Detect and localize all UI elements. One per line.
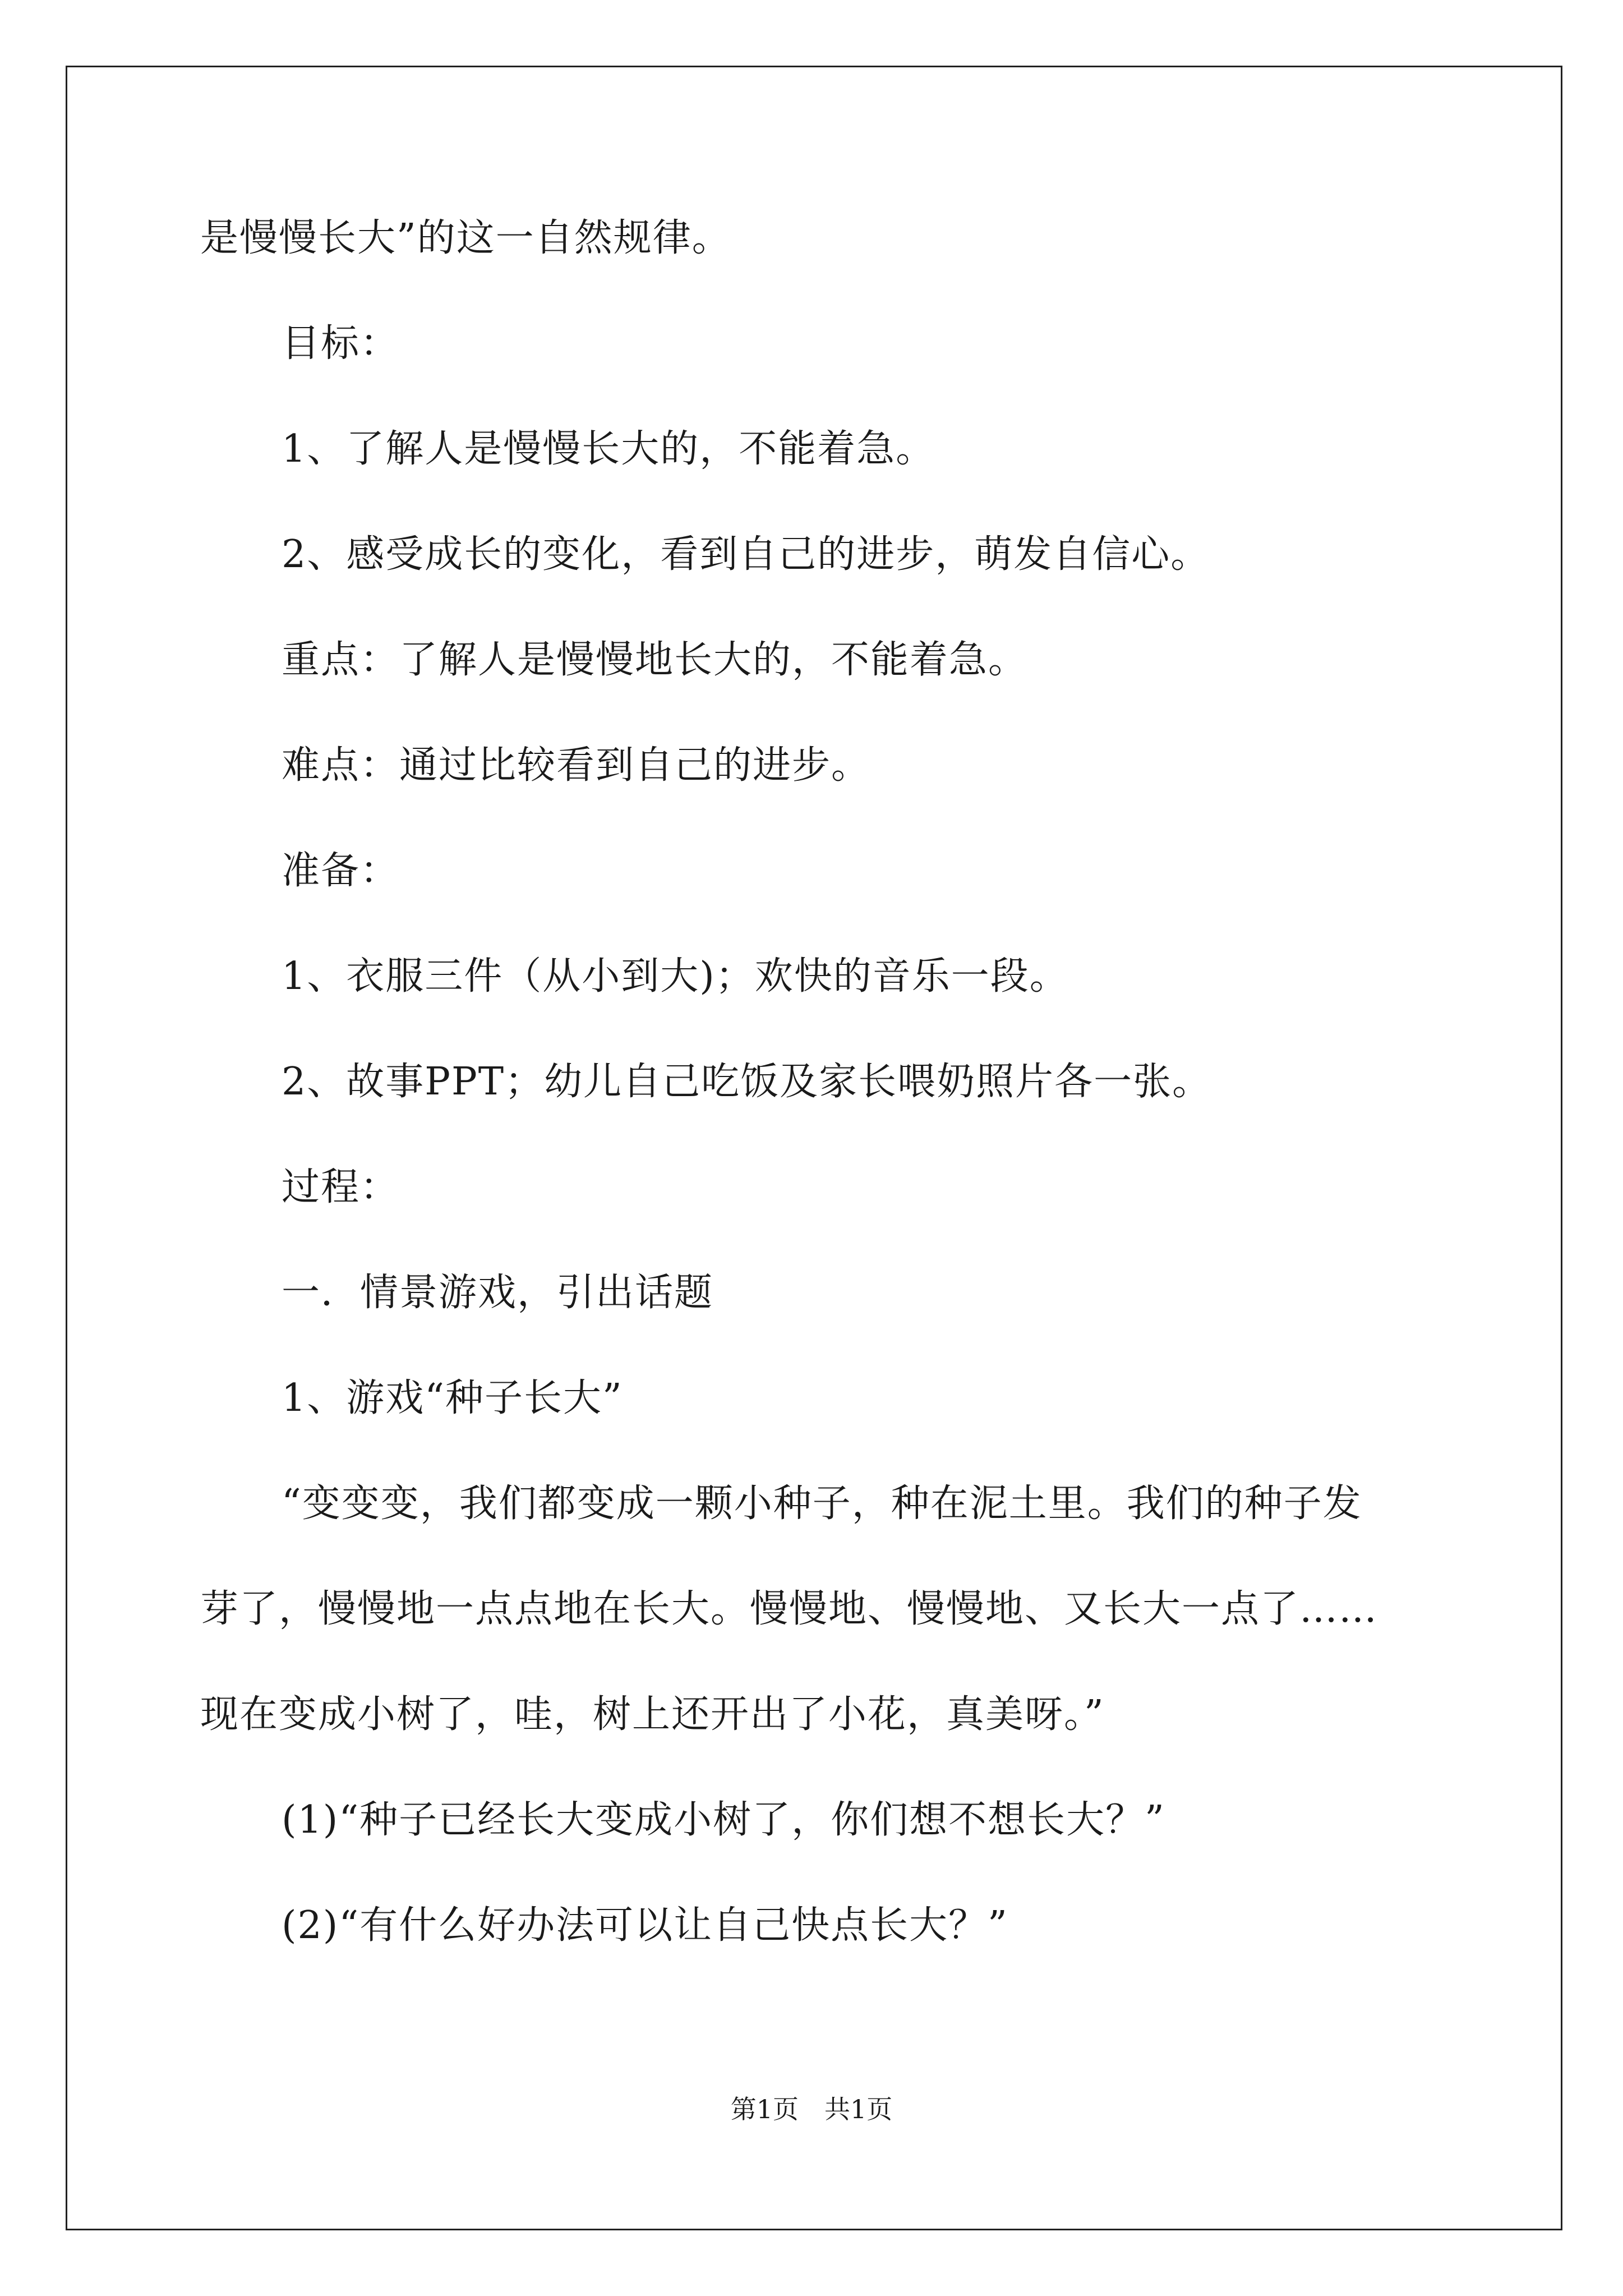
text-line: 准备： bbox=[282, 849, 400, 893]
page-number: 第1页 共1页 bbox=[730, 2094, 893, 2124]
text-line: 芽了，慢慢地一点点地在长大。慢慢地、慢慢地、又长大一点了…… bbox=[200, 1587, 1378, 1631]
text-line: “变变变，我们都变成一颗小种子，种在泥土里。我们的种子发 bbox=[282, 1481, 1362, 1526]
text-line: 目标： bbox=[282, 321, 400, 366]
text-line: 1、衣服三件（从小到大)；欢快的音乐一段。 bbox=[282, 954, 1069, 999]
text-line: 是慢慢长大”的这一自然规律。 bbox=[200, 216, 731, 260]
text-line: (1)“种子已经长大变成小树了，你们想不想长大？” bbox=[282, 1798, 1165, 1842]
text-line: 难点：通过比较看到自己的进步。 bbox=[282, 743, 871, 788]
section-heading: 一．情景游戏，引出话题 bbox=[282, 1271, 714, 1315]
text-line: (2)“有什么好办法可以让自己快点长大？” bbox=[282, 1903, 1008, 1948]
text-line: 2、故事PPT；幼儿自己吃饭及家长喂奶照片各一张。 bbox=[282, 1060, 1212, 1104]
text-line: 2、感受成长的变化，看到自己的进步，萌发自信心。 bbox=[282, 532, 1210, 577]
text-line: 现在变成小树了，哇，树上还开出了小花，真美呀。” bbox=[200, 1692, 1105, 1737]
text-line: 1、了解人是慢慢长大的，不能着急。 bbox=[282, 427, 935, 471]
text-line: 重点：了解人是慢慢地长大的，不能着急。 bbox=[282, 638, 1028, 682]
text-line: 1、游戏“种子长大” bbox=[282, 1376, 623, 1420]
text-line: 过程： bbox=[282, 1165, 400, 1209]
